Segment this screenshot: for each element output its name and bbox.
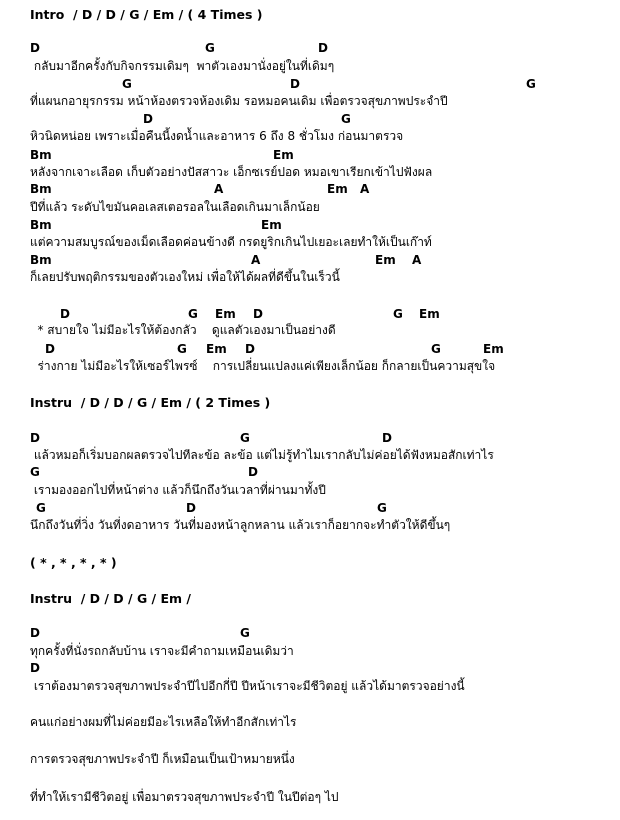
chord-line xyxy=(0,500,620,516)
lyric-line: ทุกครั้งที่นั่งรถกลับบ้าน เราจะมีคำถามเหมือนเดิมว่า xyxy=(30,644,294,658)
chord-line xyxy=(0,252,620,268)
chord-line xyxy=(0,76,620,92)
lyric-line: ร่างกาย ไม่มีอะไรให้เซอร์ไพรซ์ การเปลี่ยนแปลงแค่เพียงเล็กน้อย ก็กลายเป็นความสุขใจ xyxy=(26,359,496,373)
chord-em: Em xyxy=(483,342,504,356)
chord-line xyxy=(0,217,620,233)
chord-a: A xyxy=(214,182,224,196)
chord-g: G xyxy=(177,342,187,356)
chord-d: D xyxy=(290,77,300,91)
chord-em: Em xyxy=(419,307,440,321)
lyric-line: * สบายใจ ไม่มีอะไรให้ต้องกลัว ดูแลตัวเองมาเป็นอย่างดี xyxy=(26,323,336,337)
chord-em: Em xyxy=(375,253,396,267)
lyric-line: หลังจากเจาะเลือด เก็บตัวอย่างปัสสาวะ เอ็กซเรย์ปอด หมอเขาเรียกเข้าไปฟังผล xyxy=(30,165,433,179)
chord-d: D xyxy=(30,431,40,445)
lyric-line: ก็เลยปรับพฤติกรรมของตัวเองใหม่ เพื่อให้ได้ผลที่ดีขึ้นในเร็วนี้ xyxy=(30,270,340,284)
chord-g: G xyxy=(36,501,46,515)
chord-g: G xyxy=(240,626,250,640)
chord-line xyxy=(0,430,620,446)
repeat-marker: ( * , * , * , * ) xyxy=(30,555,117,570)
chord-em: Em xyxy=(215,307,236,321)
chord-g: G xyxy=(205,41,215,55)
chord-g: G xyxy=(30,465,40,479)
chord-bm: Bm xyxy=(30,182,52,196)
chord-line xyxy=(0,147,620,163)
chord-g: G xyxy=(526,77,536,91)
chord-line xyxy=(0,306,620,322)
lyric-line: นึกถึงวันที่วิ่ง วันที่งดอาหาร วันที่มองหน้าลูกหลาน แล้วเราก็อยากจะทำตัวให้ดีขึ้นๆ xyxy=(30,518,451,532)
chord-a: A xyxy=(360,182,370,196)
chord-d: D xyxy=(245,342,255,356)
chord-line xyxy=(0,625,620,641)
chord-g: G xyxy=(377,501,387,515)
chord-d: D xyxy=(318,41,328,55)
chord-em: Em xyxy=(327,182,348,196)
chord-g: G xyxy=(122,77,132,91)
ending-line: ที่ทำให้เรามีชีวิตอยู่ เพื่อมาตรวจสุขภาพประจำปี ในปีต่อๆ ไป xyxy=(30,790,339,804)
chord-g: G xyxy=(393,307,403,321)
chord-line xyxy=(0,660,620,676)
chord-bm: Bm xyxy=(30,148,52,162)
chord-d: D xyxy=(253,307,263,321)
lyric-line: แล้วหมอก็เริ่มบอกผลตรวจไปทีละข้อ ละข้อ แต่ไม่รู้ทำไมเรากลับไม่ค่อยได้ฟังหมอสักเท่าไร xyxy=(30,448,494,462)
chord-line xyxy=(0,40,620,56)
chord-d: D xyxy=(143,112,153,126)
chord-d: D xyxy=(30,661,40,675)
chord-line xyxy=(0,464,620,480)
chord-g: G xyxy=(431,342,441,356)
chord-d: D xyxy=(30,626,40,640)
ending-line: การตรวจสุขภาพประจำปี ก็เหมือนเป็นเป้าหมายหนึ่ง xyxy=(30,752,295,766)
lyric-line: ปีที่แล้ว ระดับไขมันคอเลสเตอรอลในเลือดเกินมาเล็กน้อย xyxy=(30,200,320,214)
chord-g: G xyxy=(240,431,250,445)
chord-d: D xyxy=(248,465,258,479)
chord-bm: Bm xyxy=(30,218,52,232)
chord-g: G xyxy=(341,112,351,126)
chord-d: D xyxy=(186,501,196,515)
ending-line: คนแก่อย่างผมที่ไม่ค่อยมีอะไรเหลือให้ทำอีกสักเท่าไร xyxy=(30,715,297,729)
lyric-line: ที่แผนกอายุรกรรม หน้าห้องตรวจห้องเดิม รอหมอคนเดิม เพื่อตรวจสุขภาพประจำปี xyxy=(30,94,448,108)
lyric-line: แต่ความสมบูรณ์ของเม็ดเลือดค่อนข้างดี กรดยูริกเกินไปเยอะเลยทำให้เป็นเก๊าท์ xyxy=(30,235,432,249)
lyric-line: หิวนิดหน่อย เพราะเมื่อคืนนี้งดน้ำและอาหาร 6 ถึง 8 ชั่วโมง ก่อนมาตรวจ xyxy=(30,129,404,143)
chord-a: A xyxy=(412,253,422,267)
chord-line xyxy=(0,111,620,127)
lyric-line: กลับมาอีกครั้งกับกิจกรรมเดิมๆ พาตัวเองมานั่งอยู่ในที่เดิมๆ xyxy=(30,59,335,73)
chord-a: A xyxy=(251,253,261,267)
lyric-line: เราต้องมาตรวจสุขภาพประจำปีไปอีกกี่ปี ปีหน้าเราจะมีชีวิตอยู่ แล้วได้มาตรวจอย่างนี้ xyxy=(30,679,465,693)
chord-d: D xyxy=(45,342,55,356)
instru-heading-2: Instru / D / D / G / Em / xyxy=(30,591,191,606)
chord-em: Em xyxy=(261,218,282,232)
chord-em: Em xyxy=(206,342,227,356)
chord-bm: Bm xyxy=(30,253,52,267)
chord-d: D xyxy=(382,431,392,445)
lyric-line: เรามองออกไปที่หน้าต่าง แล้วก็นึกถึงวันเวลาที่ผ่านมาทั้งปี xyxy=(30,483,326,497)
chord-line xyxy=(0,181,620,197)
chord-g: G xyxy=(188,307,198,321)
instru-heading: Instru / D / D / G / Em / ( 2 Times ) xyxy=(30,395,271,410)
chord-d: D xyxy=(30,41,40,55)
chord-d: D xyxy=(60,307,70,321)
chord-em: Em xyxy=(273,148,294,162)
intro-heading: Intro / D / D / G / Em / ( 4 Times ) xyxy=(30,7,263,22)
chord-line xyxy=(0,341,620,357)
